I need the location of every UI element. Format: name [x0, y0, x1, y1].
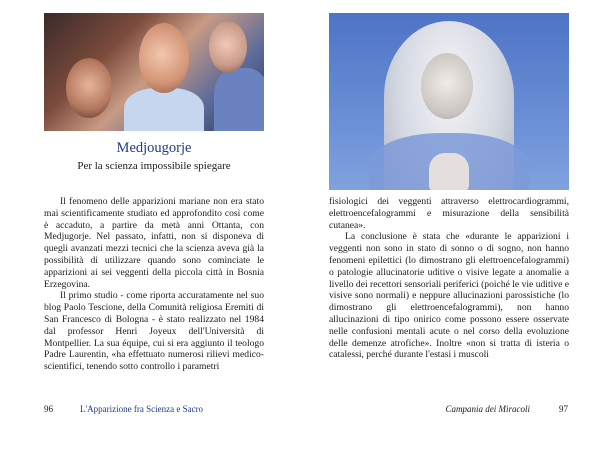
paragraph: La conclusione è stata che «durante le apparizioni i veggenti non sono in stato di sonno o di sogno, non hanno fenomeni epilettici (lo dimostrano gli elettroencefalogrammi) o patologie allucinatorie uditive o visive legate a anomalie a livello dei recettori sensoriali periferici (poiché le vie uditive e visive sono normali) e neppure allucinazioni parossistiche (lo dimostrano gli elettroencefalogrammi), non hanno allucinazioni di tipo onirico come possono essere osservate nelle confusioni mentali acute o nel corso della evoluzione delle demenze atrofiche». Inoltre «non si tratta di isteria o catalessi, perché durante l'estasi i muscoli — [329, 231, 570, 361]
photo-figure — [429, 153, 469, 190]
photo-figure — [139, 23, 189, 93]
photo-visionaries — [44, 13, 264, 131]
page-number: 96 — [44, 404, 53, 414]
photo-figure — [214, 68, 264, 131]
article-title: Medjougorje — [116, 140, 192, 156]
photo-figure — [421, 53, 473, 119]
photo-figure — [66, 58, 112, 118]
right-body-text — [329, 196, 569, 361]
photo-figure — [209, 21, 247, 73]
right-page — [300, 0, 600, 450]
running-title: Campania dei Miracoli — [445, 404, 530, 414]
photo-madonna-statue — [329, 13, 569, 190]
left-body-text — [44, 196, 264, 373]
paragraph: Il fenomeno delle apparizioni mariane non era stato mai scientificamente studiato ed approfondito così come è accaduto, a partire da metà anni Ottanta, con Medjugorje. Nel passato, infatti, non si disponeva di quegli avanzati mezzi tecnici che la scienza aveva già la possibilità di utilizzare quando sono cominciate le apparizioni ai sei veggenti della piccola città in Bosnia Erzegovina. — [44, 196, 264, 290]
paragraph: Il primo studio - come riporta accuratamente nel suo blog Paolo Tescione, della Comunità religiosa Eremiti di San Francesco di Bologna - è stato realizzato nel 1984 dal professor Henri Joyeux dell'Università di Montpellier. La sua équipe, cui si era aggiunto il teologo Padre Laurentin, «ha effettuato numerosi rilievi medico-scientifici, tenendo sotto controllo i parametri — [44, 290, 264, 373]
running-title: L'Apparizione fra Scienza e Sacro — [80, 404, 204, 414]
page-number: 97 — [559, 404, 568, 414]
article-subtitle: Per la scienza impossibile spiegare — [77, 160, 231, 172]
paragraph: fisiologici dei veggenti attraverso elettrocardiogrammi, elettroencefalogrammi e misurazione della sensibilità cutanea». — [329, 196, 569, 231]
photo-figure — [124, 88, 204, 131]
